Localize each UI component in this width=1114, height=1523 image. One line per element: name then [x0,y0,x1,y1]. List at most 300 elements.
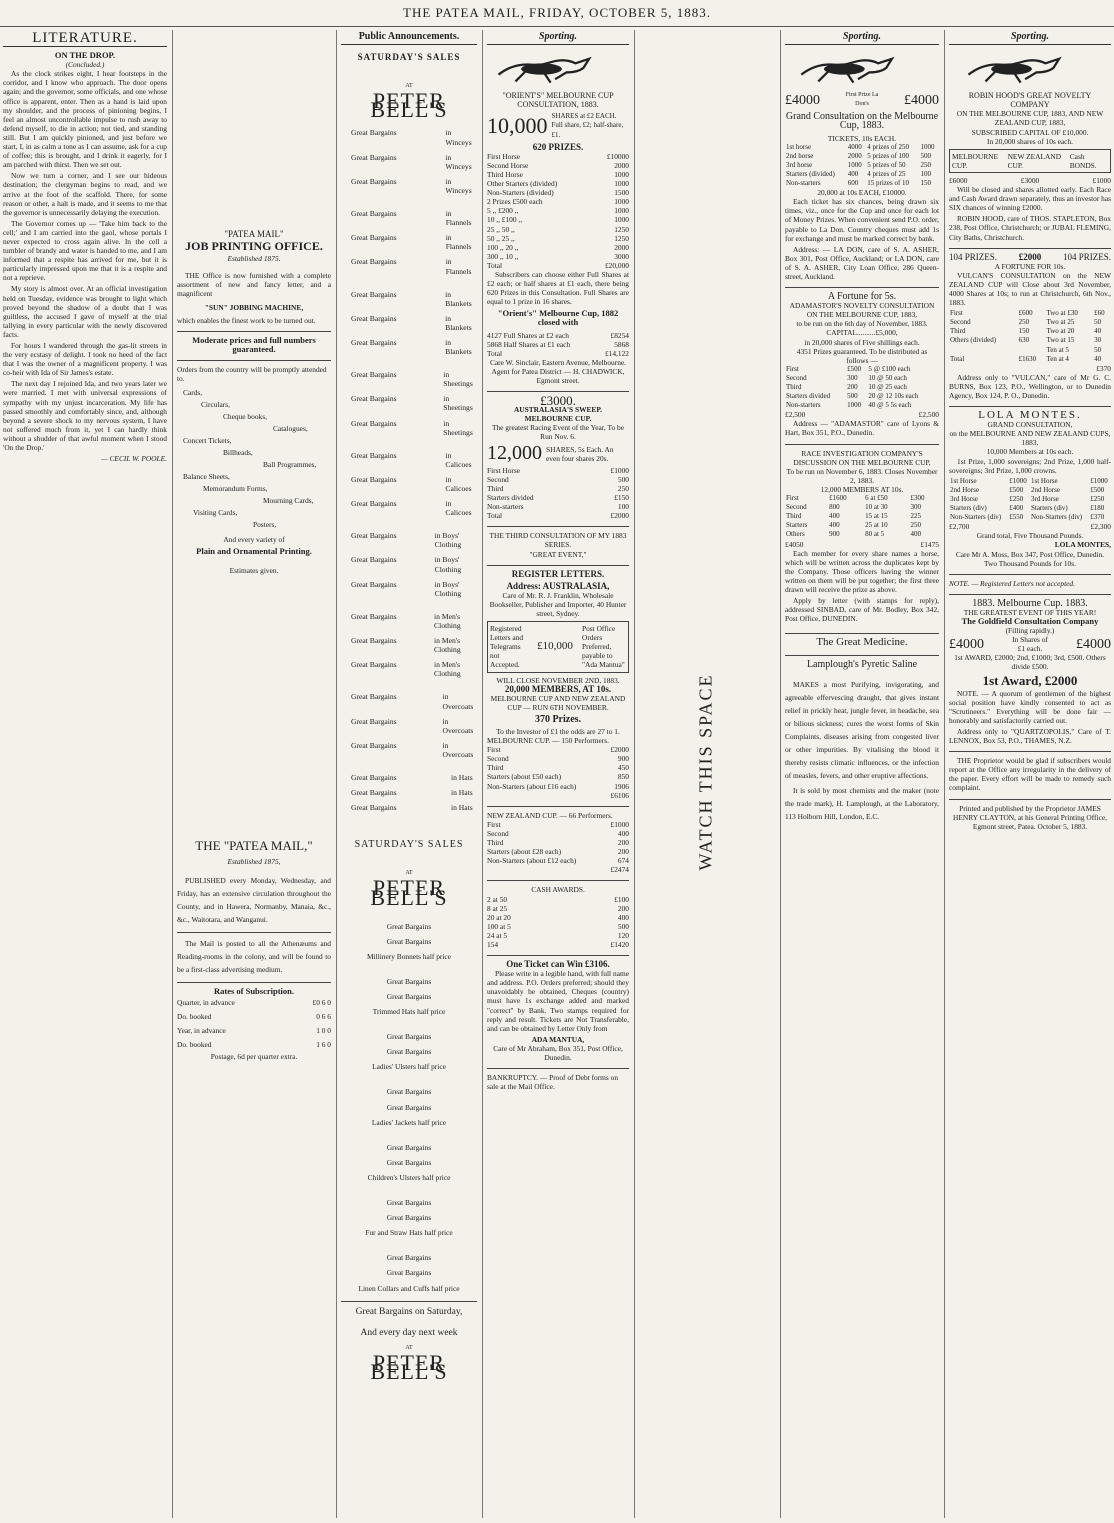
prize-label: First [487,745,501,755]
printing-item: Mourning Cards, [263,496,314,506]
bargain-item: in Hats [451,788,473,798]
prize-value: £2000 [610,745,629,755]
table-cell: 150 [920,179,931,188]
bargain-label: Great Bargains [351,370,397,380]
lola-table [949,477,1111,522]
bargain-row [351,717,477,735]
bargain-label: Great Bargains [351,772,397,782]
bargain-line: Ladies' Jackets half price [371,1117,447,1127]
prize-label: 300 ,, 10 ,, [487,251,519,261]
prize-row [487,865,629,874]
prize-label: 25 ,, 50 ,, [487,224,515,234]
bargain-item: in Winceys [445,152,472,171]
proprietor-note: THE Proprietor would be glad if subscribers would report at the Office any irregularity in the delivery of the paper. Every effort will be made to remedy such complaint. [949,751,1111,792]
table-row [785,152,939,161]
table-cell: Ten at 4 [1046,354,1069,363]
table-cell: 1000 [920,142,935,151]
great-medicine: The Great Medicine. [785,633,939,647]
table-cell: Second [786,503,807,512]
prize-value: £6106 [610,790,629,800]
bargain-label: Great Bargains [351,337,397,347]
sweep-shares-block [487,442,629,465]
table-cell: 6 at £50 [865,494,888,503]
bargain-row [351,177,477,195]
rates-table [177,996,331,1052]
bargain-row [351,475,477,493]
table-cell: £1600 [829,494,847,503]
race-table [785,494,939,539]
racehorse-icon [949,52,1079,86]
printing-item: Posters, [253,520,277,530]
table-cell: 3rd Horse [1030,494,1059,503]
win-title: One Ticket can Win £3106. [487,955,629,969]
adamastor-totals: £2,500 £2,500 [785,410,939,420]
bargain-item: in Blankets [445,313,472,332]
orient-title: "ORIENT'S" MELBOURNE CUP CONSULTATION, 1883. [502,91,614,110]
table-cell: 300 [847,373,858,382]
prize-label: Third [487,483,504,493]
prize-value: 100 [617,502,629,512]
prize-label: Other Starters (divided) [487,179,558,189]
table-row [785,530,939,539]
prize-row [487,754,629,763]
table-cell: 80 at 5 [865,530,885,539]
sporting-column-3 [946,30,1114,1518]
table-row [785,365,939,374]
table-cell: 100 [920,169,931,178]
lola-on: on the MELBOURNE AND NEW ZEALAND CUPS, 1883, [949,429,1111,448]
adamastor-shares: in 20,000 shares of Five shillings each. [804,337,920,347]
bargain-line: Great Bargains [386,1087,432,1097]
prize-row [487,197,629,206]
orient-shares: SHARES at £2 EACH. Full share, £2; half-share, £1. [551,112,624,139]
table-row [785,374,939,383]
printing-item: Cheque books, [223,412,267,422]
sweep-desc: The greatest Racing Event of the Year, To be Run Nov. 6. [491,423,625,442]
bargain-row [351,741,477,759]
prize-value: 674 [617,856,629,866]
prize-value: £2000 [610,511,629,521]
ada-box [487,621,629,672]
table-row [949,346,1111,355]
ada-address: Care of Mr Abraham, Box 351, Post Office, Dunedin. [493,1043,623,1062]
prize-value: 900 [617,754,629,764]
prize-value: 5868 [614,339,629,349]
printing-intro: THE Office is now furnished with a complete assortment of new and fancy letter, and a magnificent [177,271,331,299]
gold-sub: THE GREATEST EVENT OF THIS YEAR! [963,607,1097,617]
prize-label: First Horse [487,151,521,161]
bargain-line: Great Bargains [386,1213,432,1223]
melb-title: MELBOURNE CUP. — 150 Performers. [487,736,609,746]
table-cell: 150 [1018,327,1030,336]
table-cell [936,392,939,401]
bargain-row [351,209,477,227]
prize-row [487,511,629,520]
gold-banner: £4000 In Shares of £1 each. £4000 [949,635,1111,654]
table-cell [1018,346,1046,355]
prize-label: 100 ,, 20 ,, [487,242,519,252]
table-cell: 1st Horse [950,476,977,485]
bargain-item: in Blankets [445,289,472,308]
box-left: Registered Letters and Telegrams not Accepted. [490,624,524,670]
table-cell: £1000 [1090,476,1108,485]
orient-shares-block [487,112,629,139]
table-cell [936,401,939,410]
ladon-mid: First Prize La Don's [845,92,879,108]
racehorse-icon [487,52,601,86]
sales-at-2: AT [405,870,413,877]
table-cell: 2nd Horse [950,485,979,494]
table-cell: £600 [1018,309,1033,318]
prize-value: 1000 [614,197,629,207]
prize-row [487,188,629,197]
bargain-label: Great Bargains [351,418,397,428]
gold-big: 1st Award, £2000 [982,672,1078,688]
prize-row [487,940,629,949]
store-name-3: PETER BELL'S [370,1349,448,1384]
rh-on: ON THE MELBOURNE CUP, 1883, AND NEW ZEALAND CUP, 1883, [956,109,1104,128]
table-cell: £370 [1090,513,1105,522]
prize-label: Second [487,474,509,484]
bargain-row [351,660,477,678]
rh-totals: £6000 £3000 £1000 [949,175,1111,185]
table-cell: £250 [1090,494,1105,503]
prize-row [487,847,629,856]
bargain-row [351,555,477,573]
bargain-label: Great Bargains [351,394,397,404]
bargain-item: in Sheetings [443,394,473,413]
table-cell: 400 [829,512,840,521]
table-cell: 20 @ 12 10s each [868,392,919,401]
prize-row [487,829,629,838]
bargain-line: Great Bargains [386,1198,432,1208]
bargain-row [351,370,477,388]
sporting-header-3: Sporting. [949,30,1111,45]
table-cell [936,365,939,374]
prize-value: 400 [617,828,629,838]
prize-row [487,466,629,475]
sweep-big: £3000. [487,391,629,405]
adamastor-prizes: 4351 Prizes guaranteed. To be distributed as follows — [796,346,928,365]
table-cell: 40 [1094,354,1102,363]
prize-value: 500 [617,474,629,484]
bargain-row [351,290,477,308]
table-cell: £250 [1009,494,1024,503]
table-cell: Two at 20 [1046,327,1075,336]
orient-prizes: 620 PRIZES. [532,141,584,152]
printing-item: Balance Sheets, [183,472,230,482]
table-cell: 2nd horse [786,151,814,160]
box-right: Post Office Orders Preferred, payable to "Ada Mantua" [582,624,625,670]
sales-title: SATURDAY'S SALES [357,52,461,63]
table-cell: 250 [910,521,921,530]
bargain-row [351,451,477,469]
public-header: Public Announcements. [341,30,477,45]
gold-award: 1st AWARD, £2000; 2nd, £1000; 3rd, £500. Others divide £500. [954,653,1106,672]
ladon-text: Each ticket has six chances, being drawn six times, viz., once for the Cup and once for each lot of Money Prizes. When convenient send P.O. order, payable to La Don. Country cheques must add 1s for exchange and must be marked correct by bank. [785,197,939,243]
bargain-row [351,531,477,549]
prize-row [487,179,629,188]
rh-capital: SUBSCRIBED CAPITAL OF £10,000. [971,127,1089,137]
table-cell: £500 [1090,485,1105,494]
prize-label: Second Horse [487,160,529,170]
imprint: Printed and published by the Proprietor JAMES HENRY CLAYTON, at his General Printing Office, Egmont street, Patea. October 5, 1883. [949,799,1111,831]
prize-row [487,895,629,904]
table-cell: 300 [910,503,921,512]
table-cell: 500 [920,151,931,160]
bargain-row [351,692,477,710]
table-cell: £60 [1094,309,1105,318]
lamplough-title: Lamplough's Pyretic Saline [785,655,939,669]
printing-established: Established 1875. [227,254,281,264]
prize-row [487,252,629,261]
story-author: — CECIL W. POOLE. [101,454,167,464]
prize-row [487,493,629,502]
table-row [785,494,939,503]
gold-filling: (Filling rapidly.) [1005,626,1055,636]
table-row [949,336,1111,345]
prize-row [487,170,629,179]
bargain-label: Great Bargains [351,740,397,750]
table-row [785,503,939,512]
close-cups: MELBOURNE CUP AND NEW ZEALAND CUP — RUN 6TH NOVEMBER. [490,693,626,712]
table-cell: Second [950,318,971,327]
printing-item: Cards, [183,388,203,398]
table-cell: 5 prizes of 100 [867,151,910,160]
rh-address: ROBIN HOOD, care of THOS. STAPLETON, Box 238, Post Office, Christchurch; or JUBAL FLEMING, City Baths, Christchurch. [949,214,1111,242]
table-row [949,327,1111,336]
store-name: PETER BELL'S [370,88,448,123]
table-row [949,477,1111,486]
table-cell: Non-starters [786,179,821,188]
bargain-label: Great Bargains [351,636,397,646]
table-cell: Non-Starters (div) [1030,513,1083,522]
prize-value: 1000 [614,206,629,216]
table-cell: 500 [847,392,858,401]
prize-value: £10000 [606,151,629,161]
prize-row [487,782,629,791]
bargain-row [351,499,477,517]
bargain-item: in Boys' Clothing [434,531,462,550]
gold-head: 1883. Melbourne Cup. 1883. [949,594,1111,608]
table-row [949,504,1111,513]
bargain-label: Great Bargains [351,209,397,219]
bargain-label: Great Bargains [351,257,397,267]
table-cell: 600 [847,179,859,188]
prize-label: Third [487,763,504,773]
prize-row [487,904,629,913]
prize-label: 10 ,, £100 ,, [487,215,523,225]
table-cell: 3rd Horse [950,494,978,503]
table-cell: £500 [1009,485,1024,494]
story-subtitle: (Concluded.) [65,60,105,70]
lola-prizes: 1st Prize, 1,000 sovereigns; 2nd Prize, 1,000 half-sovereigns; 3rd Prize, 1,000 crowns. [949,456,1111,475]
prize-value: 450 [617,763,629,773]
bargain-label: Great Bargains [351,499,397,509]
story-title: ON THE DROP. [54,50,116,61]
sweep-shares: SHARES, 5s Each. An even four shares 20s. [546,444,614,463]
ladon-right: £4000 [904,92,939,108]
paper-posted: The Mail is posted to all the Athenæums and Reading-rooms in the colony, and will be found to be a first-class advertising medium. [177,932,331,976]
printing-estimates: Estimates given. [229,566,279,576]
printing-items [183,387,331,531]
racehorse-icon [785,52,908,86]
printing-item: Catalogues, [273,424,308,434]
address-title: Address: AUSTRALASIA, [506,580,610,591]
table-cell: 4 prizes of 25 [867,169,906,178]
prize-value: 1000 [614,179,629,189]
table-cell: £500 [847,364,862,373]
prize-row [487,931,629,940]
bargain-label: Great Bargains [351,152,397,162]
table-row [785,521,939,530]
bargain-item: in Flannels [445,257,472,276]
table-cell: £400 [1009,504,1024,513]
prize-row [487,745,629,754]
gold-title: The Goldfield Consultation Company [961,615,1099,626]
table-cell: Others (divided) [950,336,997,345]
prize-label: Third Horse [487,169,523,179]
bargain-item: in Flannels [445,209,472,228]
cash-title: CASH AWARDS. [487,880,629,894]
table-row [785,401,939,410]
fortune-title: A Fortune for 5s. [785,287,939,301]
close-members: 20,000 MEMBERS, AT 10s. [504,683,612,694]
prize-row [487,838,629,847]
ladon-title: Grand Consultation on the Melbourne Cup, 1883. [785,111,939,132]
bargain-line: Fur and Straw Hats half price [365,1228,453,1238]
table-cell: First [786,364,799,373]
prize-row [487,340,629,349]
ladon-tickets: TICKETS, 10s EACH. [827,133,897,143]
win-text: Please write in a legible hand, with full name and address. P.O. Orders preferred; should they unavoidably be obtained, Cheques (country) must have 1s exchange added and marked "correct" by Bank. Two stamps required for reply and result. Tickets are Not Transferable, and can be obtained by Letter Only from [487,969,629,1033]
prize-label: 24 at 5 [487,930,508,940]
table-row [949,318,1111,327]
bargain-item: in Men's Clothing [434,611,461,630]
bargain-line: Great Bargains [386,936,432,946]
prize-row [487,261,629,270]
sweep-title: AUSTRALASIA'S SWEEP. [513,405,603,415]
table-cell: £300 [910,494,925,503]
prize-label: Starters (about £28 each) [487,847,562,857]
table-cell: Non-Starters (div) [950,513,1002,522]
bargain-item: in Overcoats [442,740,474,759]
vulcan-total: £370 [1096,363,1111,373]
ladon-left: £4000 [785,92,820,108]
table-cell: Starters [786,521,808,530]
bargain-row [351,314,477,332]
bargain-item: in Sheetings [443,370,473,389]
bargain-line: Great Bargains [386,921,432,931]
story-paragraph: For hours I wandered through the gas-lit streets in the very ecstasy of delight. I took no heed of the fact that I was the owner of a magnificent property. I was co-heir with Ida of Sir James's estate. [3,341,167,378]
race-title: RACE INVESTIGATION COMPANY'S DISCUSSION ON THE MELBOURNE CUP, [785,444,939,467]
prize-row [487,922,629,931]
table-cell [936,374,939,383]
prize-label: Total [487,511,503,521]
table-cell: £1000 [1009,476,1027,485]
sweep-big-number: 12,000 [487,442,542,465]
lola-grand: GRAND CONSULTATION, [987,420,1073,430]
cash-rows [487,895,629,950]
table-cell: 2000 [847,151,862,160]
nz-rows [487,820,629,875]
bargain-line: Great Bargains [386,1268,432,1278]
bargain-item: in Boys' Clothing [434,555,462,574]
table-row [785,170,939,179]
bargain-item: in Calicoes [445,499,472,518]
race-members: 12,000 MEMBERS AT 10s. [820,484,904,494]
table-cell: 400 [910,530,921,539]
prize-row [487,772,629,781]
watch-this-space: WATCH THIS SPACE [695,673,716,871]
prize-row [487,349,629,358]
bargain-row [351,394,477,412]
table-row [785,512,939,521]
prize-value: 200 [617,903,629,913]
race-address: Apply by letter (with stamps for reply), addressed SINBAD, care of Mr. Bodley, Box 342, Post Office, DUNEDIN. [785,596,939,624]
bargain-row [351,233,477,251]
printing-heading: JOB PRINTING OFFICE. [185,239,323,254]
bargain-item: in Hats [451,772,473,782]
sporting-column-2 [782,30,942,1518]
lola-title: LOLA MONTES. [949,406,1111,420]
bargain-line: Great Bargains [386,1032,432,1042]
literature-header: LITERATURE. [3,34,167,47]
prize-label: 8 at 25 [487,903,508,913]
bargain-row [351,788,477,797]
paper-title: THE "PATEA MAIL," [195,838,313,854]
bargain-line: Ladies' Ulsters half price [372,1062,446,1072]
store-name-2: PETER BELL'S [370,875,448,910]
prize-value: £8254 [610,330,629,340]
box-mid: £10,000 [537,640,573,653]
gold-address: Address only to "QUARTZOPOLIS," Care of T. LENNOX, Box 53, P.O., THAMES, N.Z. [949,727,1111,746]
rate-row: Do. booked 1 6 0 [177,1039,331,1049]
table-cell: £1630 [1018,354,1037,363]
table-cell: 1st horse [786,142,812,151]
prize-row [487,206,629,215]
printing-plain: Plain and Ornamental Printing. [196,546,312,557]
prize-value: £1000 [610,465,629,475]
bargain-item: in Men's Clothing [434,660,461,679]
bargain-label: Great Bargains [351,803,397,813]
table-cell: 5 prizes of 50 [867,160,906,169]
printing-item: Circulars, [201,400,230,410]
lola-totals: £2,700 £2,300 [949,522,1111,532]
rh-text: Will be closed and shares allotted early. Each Race and Cash Award drawn separately, thus an investor has SIX chances of winning £2000. [949,185,1112,213]
bargain-line: Great Bargains [386,1047,432,1057]
bargain-line: Great Bargains [386,992,432,1001]
bargain-row [351,128,477,146]
sweep-third: THE THIRD CONSULTATION OF MY 1883 SERIES. [487,526,629,549]
bargain-label: Great Bargains [351,233,397,243]
table-cell [936,383,939,392]
paper-text: PUBLISHED every Monday, Wednesday, and Friday, has an extensive circulation throughout the County, and in Hawera, Normanby, Manaia, &c., &c., Waitotara, and Wanganui. [177,875,331,924]
bargain-row [351,419,477,437]
prize-row [487,225,629,234]
table-row [949,486,1111,495]
bargain-line: Great Bargains [386,1253,432,1263]
printing-item: Ball Programmes, [263,460,317,470]
story-paragraph: The next day I rejoined Ida, and two years later we were married. I met with universal expressions of sympathy with my unjust incarceration. My life has passed smoothly and comfortably since, and, although beyond a severe shock to my nervous system, I have not suffered much from it, yet I can hardly think without a shudder of that awful moment when I stood 'On the Drop.' [3,379,167,453]
lamplough-text: MAKES a most Purifying, invigorating, and agreeable effervescing draught, that gives instant relief in prickly heat, jungle fever, in headache, sea or bilious sickness; cures the worst forms of Skin Complaints, diseases arising from congested liver or other impurities. By vitalising the blood it thereby resists climatic influences, or the infection of measles, fevers, and other eruptive affections. [785,679,939,780]
adamastor-title: ADAMASTOR'S NOVELTY CONSULTATION ON THE MELBOURNE CUP, 1883, [789,301,935,320]
rh-shares: In 20,000 shares of 10s each. [987,136,1073,146]
table-cell: 50 [1094,318,1102,327]
prize-row [487,820,629,829]
sales-at-3: AT [405,1344,413,1351]
bargain-label: Great Bargains [351,660,397,670]
